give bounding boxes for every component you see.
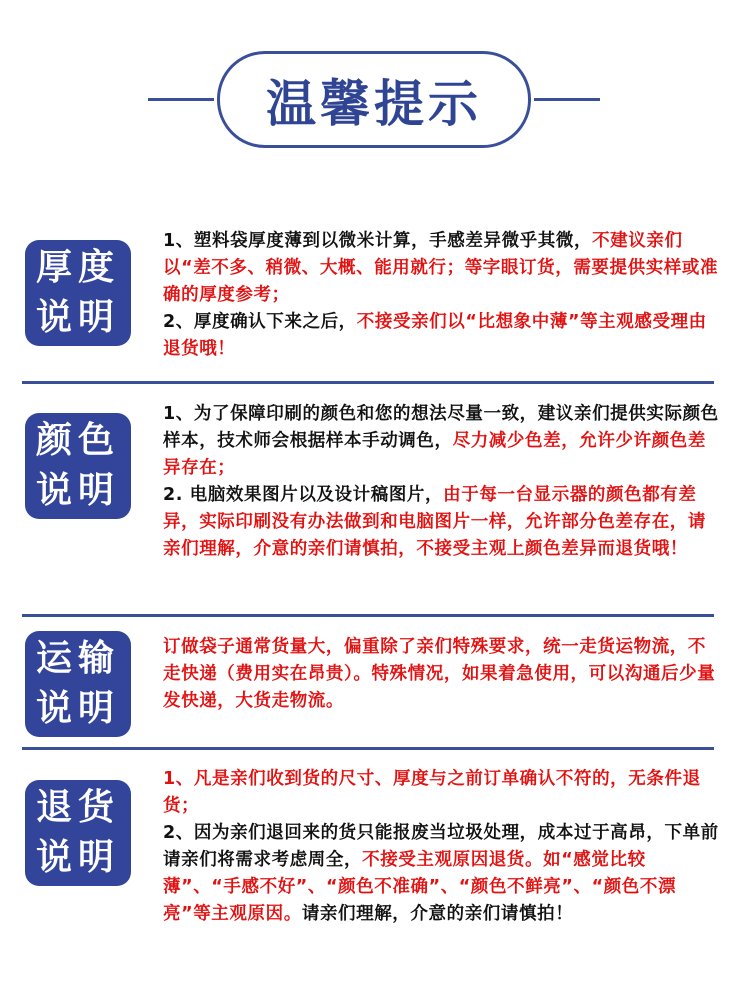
badge-line-1: 厚度: [35, 247, 120, 288]
text-run: 请亲们理解，介意的亲们请慎拍！: [301, 904, 574, 924]
divider: [22, 614, 714, 617]
paragraph-1: [163, 401, 723, 482]
badge-color: [25, 413, 131, 519]
header: [0, 0, 750, 170]
text-run: 2、厚度确认下来之后，: [163, 312, 357, 332]
paragraph-1: [163, 766, 723, 820]
divider: [22, 381, 714, 384]
paragraph-2: [163, 309, 723, 363]
text-run-red: 由于每一台显示器的颜色都有差异，实际印刷没有办法做到和电脑图片一样，允许部分色差存在，请亲们理解，介意的亲们请慎拍，不接受主观上颜色差异而退货哦！: [163, 485, 706, 559]
badge-shipping: [25, 631, 131, 737]
text-run: 1、塑料袋厚度薄到以微米计算，手感差异微乎其微，: [163, 231, 593, 251]
return-text: [163, 766, 723, 928]
title-line-left: [148, 98, 214, 101]
text-run: 1、为了保障印刷的颜色和您的想法尽量一致，建议亲们提供实际颜色样本，技术师会根据样本手动调色，: [163, 404, 719, 451]
text-run-red: 不接受亲们以“比想象中薄”等主观感受理由退货哦！: [163, 312, 707, 359]
divider: [22, 747, 714, 750]
badge-line-1: 颜色: [35, 420, 120, 461]
text-run-red: 不建议亲们以“差不多、稍微、大概、能用就行；等字眼订货，: [163, 231, 683, 278]
text-run: 2、因为亲们退回来的货只能报废当垃圾处理，成本过于高昂，下单前请亲们将需求考虑周全，: [163, 823, 719, 870]
text-run-red: 尽力减少色差，允许少许颜色差异存在；: [163, 431, 707, 478]
shipping-text: [163, 634, 723, 715]
paragraph-1: [163, 228, 723, 309]
paragraph-1: [163, 634, 723, 715]
badge-return: [25, 780, 131, 886]
badge-line-1: 运输: [35, 638, 120, 679]
badge-line-1: 退货: [35, 787, 120, 828]
color-text: [163, 401, 723, 563]
thickness-text: [163, 228, 723, 363]
text-run-red: 不接受主观原因退货。如“感觉比较薄”、“手感不好”、“颜色不准确”、“颜色不鲜亮”、“颜色不漂亮”等主观原因。: [163, 850, 677, 924]
title-line-right: [534, 98, 600, 101]
text-run-red: 1、凡是亲们收到货的尺寸、厚度与之前订单确认不符的，无条件退货；: [163, 769, 701, 816]
paragraph-2: [163, 482, 723, 563]
badge-line-2: 说明: [35, 297, 120, 338]
badge-line-2: 说明: [35, 470, 120, 511]
badge-line-2: 说明: [35, 837, 120, 878]
badge-thickness: [25, 240, 131, 346]
page-title: 温馨提示: [217, 51, 531, 148]
text-run-red: 订做袋子通常货量大，偏重除了亲们特殊要求，统一走货运物流，不走快递（费用实在昂贵）。特殊情况，如果着急使用，可以沟通后少量发快递，大货走物流。: [163, 637, 716, 711]
badge-line-2: 说明: [35, 688, 120, 729]
text-run-red: 需要提供实样或准确的厚度参考；: [163, 258, 719, 305]
paragraph-2: [163, 820, 723, 928]
text-run: 2. 电脑效果图片以及设计稿图片，: [163, 485, 444, 505]
